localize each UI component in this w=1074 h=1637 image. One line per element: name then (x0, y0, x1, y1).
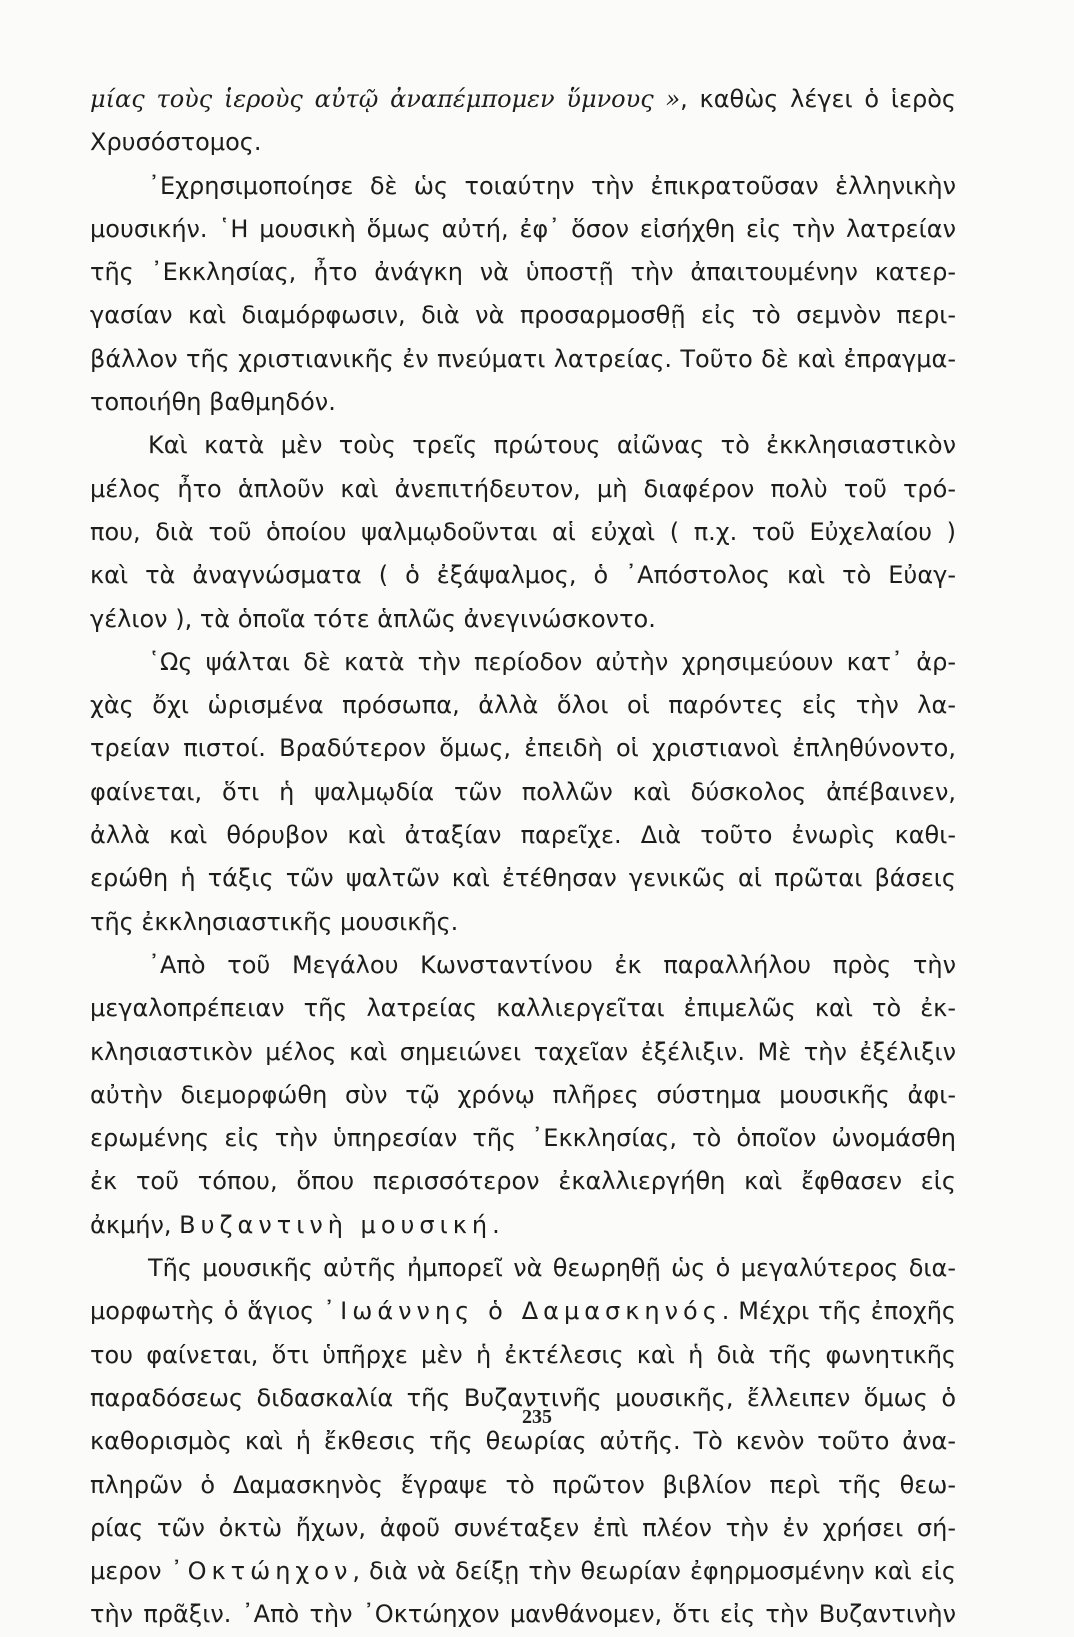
text-segment: . Μέχρι τῆς ἐποχῆς (721, 1297, 956, 1326)
text-line: καθορισμὸς καὶ ἡ ἔκθεσις τῆς θεωρίας αὐτῆς. Τὸ κενὸν τοῦτο ἀνα- (90, 1427, 956, 1456)
text-segment: , καθὼς λέγει ὁ ἱερὸς (680, 85, 956, 113)
text-line: γέλιον ), τὰ ὁποῖα τότε ἁπλῶς ἀνεγινώσκοντο. (90, 604, 656, 633)
text-line: Χρυσόστομος. (90, 128, 262, 157)
text-segment: ἀκμήν, (90, 1210, 180, 1239)
text-line: ἀλλὰ καὶ θόρυβον καὶ ἀταξίαν παρεῖχε. Διὰ τοῦτο ἐνωρὶς καθι- (90, 821, 956, 850)
text-line: ἐκ τοῦ τόπου, ὅπου περισσότερον ἐκαλλιεργήθη καὶ ἔφθασεν εἰς (90, 1167, 956, 1196)
paragraph-first-line: ᾿Απὸ τοῦ Μεγάλου Κωνσταντίνου ἐκ παραλλήλου πρὸς τὴν (148, 950, 956, 979)
text-line: αὐτὴν διεμορφώθη σὺν τῷ χρόνῳ πλῆρες σύστημα μουσικῆς ἀφι- (90, 1080, 956, 1109)
text-line: βάλλον τῆς χριστιανικῆς ἐν πνεύματι λατρείας. Τοῦτο δὲ καὶ ἐπραγμα- (90, 344, 956, 373)
text-line: τῆς ἐκκλησιαστικῆς μουσικῆς. (90, 907, 459, 936)
page-number: 235 (522, 1406, 552, 1428)
paragraph-first-line: ῾Ως ψάλται δὲ κατὰ τὴν περίοδον αὐτὴν χρησιμεύουν κατ᾿ ἀρ- (148, 647, 956, 676)
text-line: γασίαν καὶ διαμόρφωσιν, διὰ νὰ προσαρμοσθῇ εἰς τὸ σεμνὸν περι- (90, 301, 956, 330)
text-line: μουσικήν. ῾Η μουσικὴ ὅμως αὐτή, ἐφ᾿ ὅσον εἰσήχθη εἰς τὴν λατρείαν (90, 214, 956, 243)
text-line (90, 78, 956, 121)
text-line: χὰς ὄχι ὡρισμένα πρόσωπα, ἀλλὰ ὅλοι οἱ παρόντες εἰς τὴν λα- (90, 691, 956, 720)
text-line: παραδόσεως διδασκαλία τῆς Βυζαντινῆς μουσικῆς, ἔλλειπεν ὅμως ὁ (90, 1383, 956, 1412)
paragraph-first-line: Καὶ κατὰ μὲν τοὺς τρεῖς πρώτους αἰῶνας τὸ ἐκκλησιαστικὸν (148, 431, 956, 460)
text-line: τῆς ᾿Εκκλησίας, ἦτο ἀνάγκη νὰ ὑποστῇ τὴν ἀπαιτουμένην κατερ- (90, 258, 956, 287)
spaced-term: ᾿Οκτώηχον (170, 1557, 353, 1586)
text-line: του φαίνεται, ὅτι ὑπῆρχε μὲν ἡ ἐκτέλεσις καὶ ἡ διὰ τῆς φωνητικῆς (90, 1340, 956, 1369)
text-segment: μερον (90, 1557, 171, 1586)
text-line: ερώθη ἡ τάξις τῶν ψαλτῶν καὶ ἐτέθησαν γενικῶς αἱ πρῶται βάσεις (90, 864, 956, 893)
body-text (90, 78, 956, 1637)
text-line (90, 1204, 956, 1247)
text-segment: μορφωτὴς ὁ ἅγιος (90, 1297, 324, 1326)
text-line (90, 1290, 956, 1333)
paragraph-first-line: Τῆς μουσικῆς αὐτῆς ἠμπορεῖ νὰ θεωρηθῇ ὡς ὁ μεγαλύτερος δια- (148, 1254, 956, 1283)
text-line: μέλος ἦτο ἁπλοῦν καὶ ἀνεπιτήδευτον, μὴ διαφέρον πολὺ τοῦ τρό- (90, 474, 956, 503)
spaced-term: Βυζαντινὴ μουσική (179, 1210, 493, 1239)
text-line: ρίας τῶν ὀκτὼ ἤχων, ἀφοῦ συνέταξεν ἐπὶ πλέον τὴν ἐν χρήσει σή- (90, 1513, 956, 1542)
text-line: κλησιαστικὸν μέλος καὶ σημειώνει ταχεῖαν ἐξέλιξιν. Μὲ τὴν ἐξέλιξιν (90, 1037, 956, 1066)
italic-quote: μίας τοὺς ἱεροὺς αὐτῷ ἀναπέμπομεν ὕμνους » (90, 85, 681, 113)
text-line: ερωμένης εἰς τὴν ὑπηρεσίαν τῆς ᾿Εκκλησίας, τὸ ὁποῖον ὠνομάσθη (90, 1124, 956, 1153)
text-line: τὴν πρᾶξιν. ᾿Απὸ τὴν ᾿Οκτώηχον μανθάνομεν, ὅτι εἰς τὴν Βυζαντινὴν (90, 1600, 956, 1629)
text-line (90, 1550, 956, 1593)
text-segment: , διὰ νὰ δείξῃ τὴν θεωρίαν ἐφηρμοσμένην καὶ εἰς (352, 1557, 956, 1586)
text-line: που, διὰ τοῦ ὁποίου ψαλμῳδοῦνται αἱ εὐχαὶ ( π.χ. τοῦ Εὐχελαίου ) (90, 517, 956, 546)
text-line: καὶ τὰ ἀναγνώσματα ( ὁ ἐξάψαλμος, ὁ ᾿Απόστολος καὶ τὸ Εὐαγ- (90, 561, 956, 590)
text-line: φαίνεται, ὅτι ἡ ψαλμῳδία τῶν πολλῶν καὶ δύσκολος ἀπέβαινεν, (90, 777, 956, 806)
text-line: μεγαλοπρέπειαν τῆς λατρείας καλλιεργεῖται ἐπιμελῶς καὶ τὸ ἐκ- (90, 994, 956, 1023)
paragraph-first-line: ᾿Εχρησιμοποίησε δὲ ὡς τοιαύτην τὴν ἐπικρατοῦσαν ἑλληνικὴν (148, 171, 956, 200)
text-segment: . (492, 1210, 500, 1239)
spaced-term: ᾿Ιωάννης ὁ Δαμασκηνός (323, 1297, 722, 1326)
text-line: τρείαν πιστοί. Βραδύτερον ὅμως, ἐπειδὴ οἱ χριστιανοὶ ἐπληθύνοντο, (90, 734, 956, 763)
text-line: τοποιήθη βαθμηδόν. (90, 388, 336, 417)
text-line: πληρῶν ὁ Δαμασκηνὸς ἔγραψε τὸ πρῶτον βιβλίον περὶ τῆς θεω- (90, 1470, 956, 1499)
